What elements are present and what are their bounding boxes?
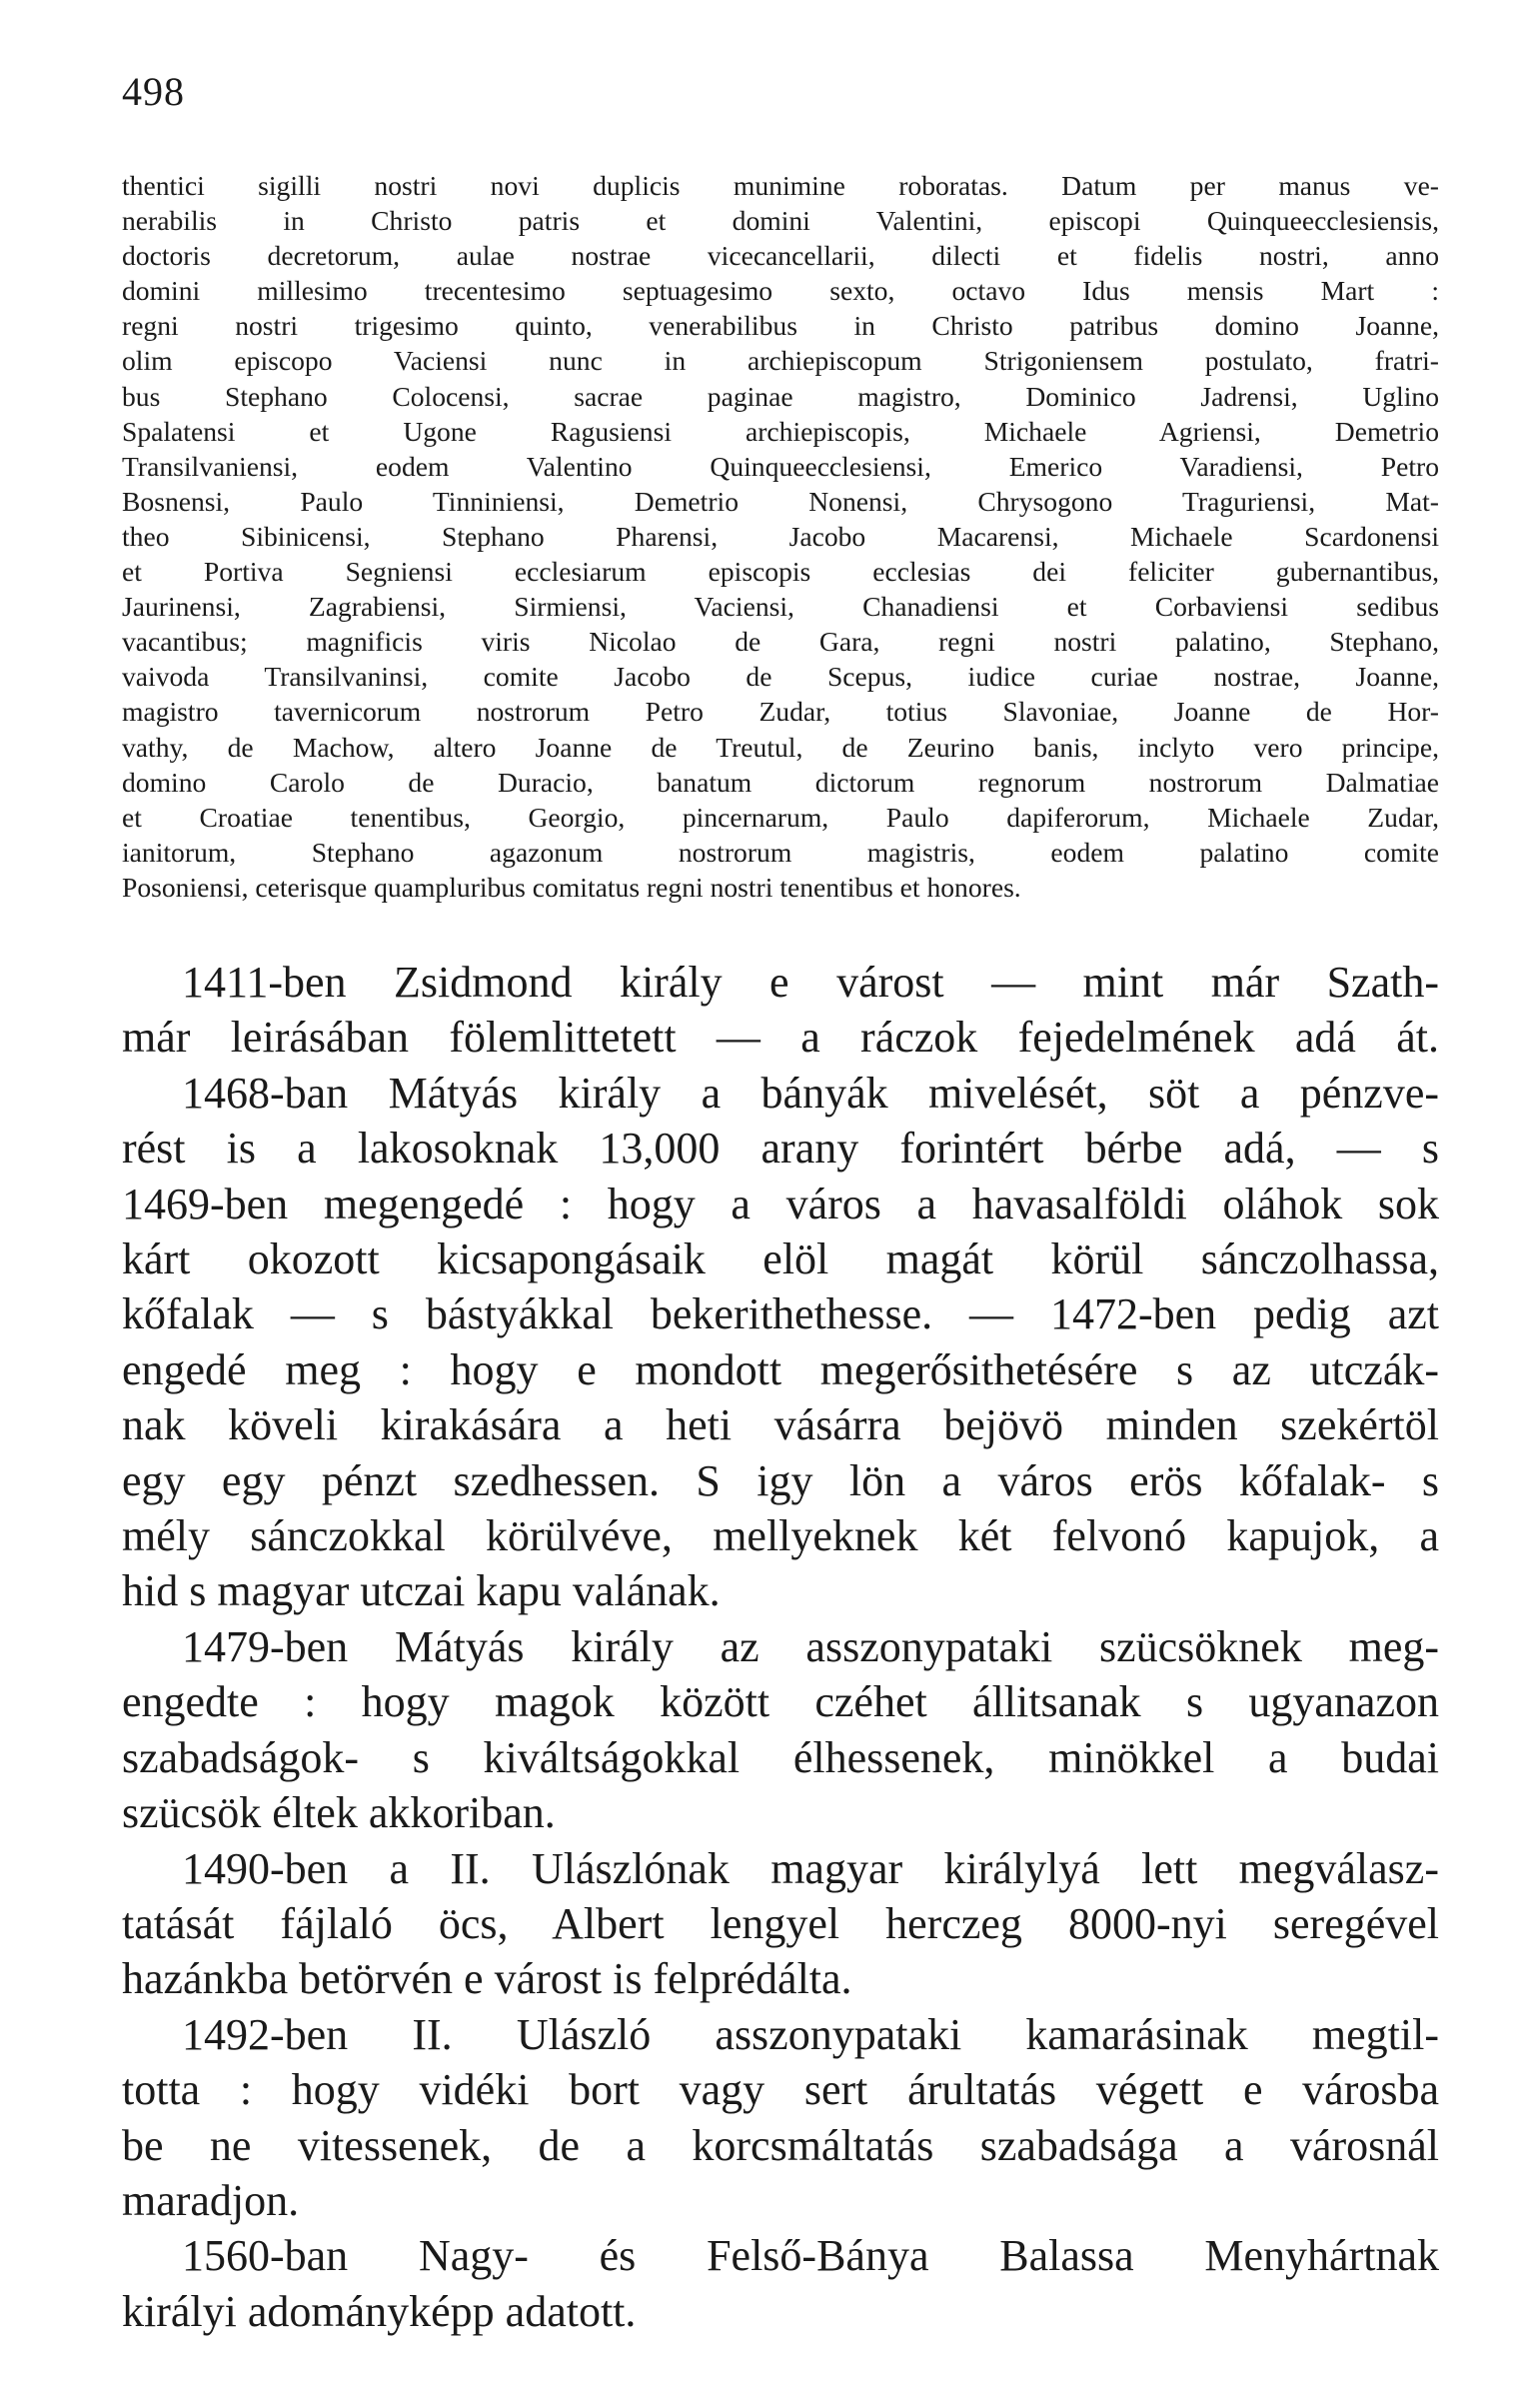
latin-line: domino Carolo de Duracio, banatum dictorum regnorum nostrorum Dalmatiae bbox=[122, 766, 1439, 798]
latin-line: Spalatensi et Ugone Ragusiensi archiepiscopis, Michaele Agriensi, Demetrio bbox=[122, 415, 1439, 447]
latin-line: vaivoda Transilvaninsi, comite Jacobo de Scepus, iudice curiae nostrae, Joanne, bbox=[122, 661, 1439, 693]
latin-line: nerabilis in Christo patris et domini Valentini, episcopi Quinqueecclesiensis, bbox=[122, 205, 1439, 237]
latin-line: olim episcopo Vaciensi nunc in archiepiscopum Strigoniensem postulato, fratri- bbox=[122, 345, 1439, 377]
body-line: totta : hogy vidéki bort vagy sert árultatás végett e városba bbox=[122, 2065, 1439, 2115]
body-line: már leirásában fölemlittetett — a ráczok fejedelmének adá át. bbox=[122, 1013, 1439, 1063]
body-line: mély sánczokkal körülvéve, mellyeknek két felvonó kapujok, a bbox=[122, 1511, 1439, 1561]
body-line: 1479-ben Mátyás király az asszonypataki szücsöknek meg- bbox=[182, 1621, 1439, 1671]
body-line: tatását fájlaló öcs, Albert lengyel herczeg 8000-nyi seregével bbox=[122, 1898, 1439, 1948]
hungarian-body-text bbox=[122, 955, 1439, 2339]
body-line: engedte : hogy magok között czéhet állitsanak s ugyanazon bbox=[122, 1677, 1439, 1727]
latin-line: Transilvaniensi, eodem Valentino Quinqueecclesiensi, Emerico Varadiensi, Petro bbox=[122, 450, 1439, 482]
body-line: 1490-ben a II. Ulászlónak magyar királylyá lett megválasz- bbox=[182, 1843, 1439, 1893]
body-line: kőfalak — s bástyákkal bekerithethesse. — 1472-ben pedig azt bbox=[122, 1289, 1439, 1339]
body-line: kárt okozott kicsapongásaik elöl magát körül sánczolhassa, bbox=[122, 1234, 1439, 1284]
body-line: 1469-ben megengedé : hogy a város a havasalföldi oláhok sok bbox=[122, 1179, 1439, 1228]
latin-line: magistro tavernicorum nostrorum Petro Zudar, totius Slavoniae, Joanne de Hor- bbox=[122, 696, 1439, 728]
latin-line: vacantibus; magnificis viris Nicolao de Gara, regni nostri palatino, Stephano, bbox=[122, 626, 1439, 658]
body-line: engedé meg : hogy e mondott megerősithetésére s az utczák- bbox=[122, 1344, 1439, 1394]
body-line: szabadságok- s kiváltságokkal élhessenek, minökkel a budai bbox=[122, 1732, 1439, 1782]
body-line: szücsök éltek akkoriban. bbox=[122, 1788, 556, 1838]
latin-line: doctoris decretorum, aulae nostrae vicecancellarii, dilecti et fidelis nostri, anno bbox=[122, 240, 1439, 272]
body-line: be ne vitessenek, de a korcsmáltatás szabadsága a városnál bbox=[122, 2120, 1439, 2170]
latin-line: theo Sibinicensi, Stephano Pharensi, Jacobo Macarensi, Michaele Scardonensi bbox=[122, 520, 1439, 552]
latin-line: domini millesimo trecentesimo septuagesimo sexto, octavo Idus mensis Mart : bbox=[122, 275, 1439, 307]
latin-line: vathy, de Machow, altero Joanne de Treutul, de Zeurino banis, inclyto vero principe, bbox=[122, 731, 1439, 763]
body-line: maradjon. bbox=[122, 2175, 300, 2225]
body-line: hid s magyar utczai kapu valának. bbox=[122, 1566, 721, 1616]
body-line: hazánkba betörvén e várost is felprédálta. bbox=[122, 1954, 852, 2004]
latin-line: et Croatiae tenentibus, Georgio, pincernarum, Paulo dapiferorum, Michaele Zudar, bbox=[122, 801, 1439, 833]
latin-line: Bosnensi, Paulo Tinniniensi, Demetrio Nonensi, Chrysogono Traguriensi, Mat- bbox=[122, 485, 1439, 517]
body-line: 1560-ban Nagy- és Felső-Bánya Balassa Menyhártnak bbox=[182, 2231, 1439, 2281]
body-line: nak köveli kirakására a heti vásárra bejövö minden szekértöl bbox=[122, 1400, 1439, 1450]
body-line: 1492-ben II. Ulászló asszonypataki kamarásinak megtil- bbox=[182, 2009, 1439, 2059]
page-number: 498 bbox=[122, 69, 185, 114]
latin-line: Jaurinensi, Zagrabiensi, Sirmiensi, Vaciensi, Chanadiensi et Corbaviensi sedibus bbox=[122, 591, 1439, 623]
latin-line: thentici sigilli nostri novi duplicis munimine roboratas. Datum per manus ve- bbox=[122, 170, 1439, 201]
latin-line: Posoniensi, ceterisque quampluribus comitatus regni nostri tenentibus et honores. bbox=[122, 871, 1021, 903]
latin-line: et Portiva Segniensi ecclesiarum episcopis ecclesias dei feliciter gubernantibus, bbox=[122, 556, 1439, 588]
body-line: 1468-ban Mátyás király a bányák mivelését, söt a pénzve- bbox=[182, 1068, 1439, 1118]
latin-line: bus Stephano Colocensi, sacrae paginae magistro, Dominico Jadrensi, Uglino bbox=[122, 380, 1439, 412]
body-line: rést is a lakosoknak 13,000 arany forintért bérbe adá, — s bbox=[122, 1124, 1439, 1174]
body-line: 1411-ben Zsidmond király e várost — mint már Szath- bbox=[182, 958, 1439, 1007]
latin-line: ianitorum, Stephano agazonum nostrorum magistris, eodem palatino comite bbox=[122, 836, 1439, 868]
body-line: egy egy pénzt szedhessen. S igy lön a város erös kőfalak- s bbox=[122, 1455, 1439, 1505]
body-line: királyi adományképp adatott. bbox=[122, 2286, 637, 2336]
latin-line: regni nostri trigesimo quinto, venerabilibus in Christo patribus domino Joanne, bbox=[122, 310, 1439, 342]
latin-charter-text bbox=[122, 168, 1439, 905]
